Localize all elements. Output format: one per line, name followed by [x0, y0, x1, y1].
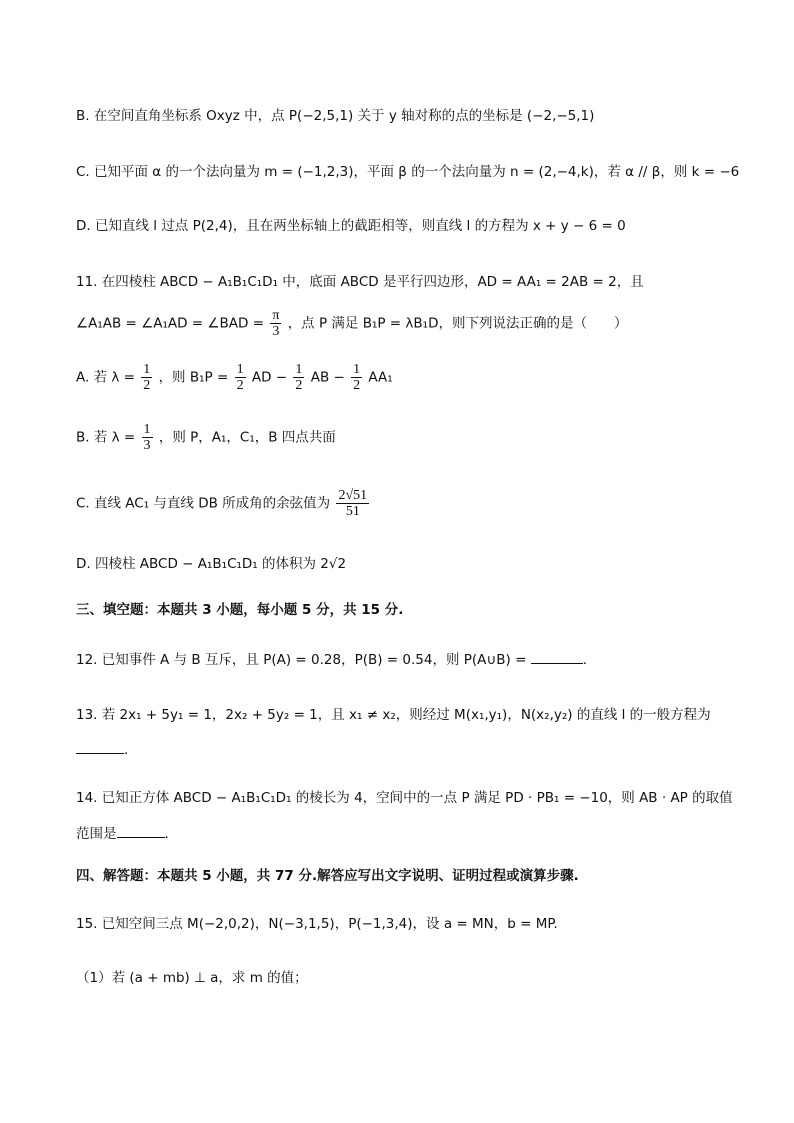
- term-ab: AB −: [310, 369, 345, 386]
- option-b-text: ，则 P，A₁，C₁，B 四点共面: [158, 429, 336, 446]
- option-a-vector-lhs: ，则 B₁P =: [158, 369, 229, 386]
- section-3-heading: 三、填空题：本题共 3 小题，每小题 5 分，共 15 分.: [76, 602, 404, 618]
- q11-option-b: [76, 422, 336, 453]
- fraction-denominator: 2: [143, 378, 151, 393]
- q12: 12. 已知事件 A 与 B 互斥，且 P(A) = 0.28，P(B) = 0.54，则 P(A∪B) = .: [76, 652, 588, 668]
- fraction-numerator: π: [272, 308, 280, 323]
- q13-period: .: [124, 742, 129, 758]
- fraction-denominator: 3: [272, 324, 280, 339]
- q11-option-a: [76, 362, 393, 393]
- fraction-denominator: 2: [295, 378, 303, 393]
- fraction-numerator: 1: [236, 362, 244, 377]
- lambda-fraction: [142, 422, 153, 453]
- q14-line2-text: 范围是: [76, 826, 117, 842]
- coef-fraction-2: [293, 362, 304, 393]
- answer-blank: [117, 825, 165, 838]
- fraction-denominator: 2: [236, 378, 244, 393]
- fraction-numerator: 2√51: [338, 488, 368, 503]
- fraction-numerator: 1: [143, 362, 151, 377]
- fraction-denominator: 3: [143, 438, 151, 453]
- fraction-denominator: 2: [353, 378, 361, 393]
- q11-condition: ，点 P 满足 B₁P = λB₁D，则下列说法正确的是（ ）: [287, 315, 628, 332]
- answer-blank: [76, 741, 124, 754]
- term-ad: AD −: [251, 369, 288, 386]
- q10-option-d: D. 已知直线 l 过点 P(2,4)，且在两坐标轴上的截距相等，则直线 l 的方程为 x + y − 6 = 0: [76, 218, 626, 234]
- q11-angles: ∠A₁AB = ∠A₁AD = ∠BAD =: [76, 315, 265, 332]
- q14-line2: 范围是 .: [76, 826, 169, 842]
- section-4-heading: 四、解答题：本题共 5 小题，共 77 分.解答应写出文字说明、证明过程或演算步骤.: [76, 868, 579, 884]
- pi-over-3-fraction: [270, 308, 281, 339]
- cosine-fraction: [336, 488, 369, 519]
- coef-fraction-1: [235, 362, 246, 393]
- option-b-prefix: B. 若 λ =: [76, 429, 136, 446]
- q14-line1: 14. 已知正方体 ABCD − A₁B₁C₁D₁ 的棱长为 4，空间中的一点 P 满足 PD · PB₁ = −10，则 AB · AP 的取值: [76, 790, 733, 806]
- fraction-denominator: 51: [345, 504, 360, 519]
- q10-option-b: B. 在空间直角坐标系 Oxyz 中，点 P(−2,5,1) 关于 y 轴对称的点的坐标是 (−2,−5,1): [76, 108, 595, 124]
- option-c-text: C. 直线 AC₁ 与直线 DB 所成角的余弦值为: [76, 495, 331, 512]
- q11-option-d: D. 四棱柱 ABCD − A₁B₁C₁D₁ 的体积为 2√2: [76, 556, 347, 572]
- q10-option-c: C. 已知平面 α 的一个法向量为 m = (−1,2,3)，平面 β 的一个法向量为 n = (2,−4,k)，若 α // β，则 k = −6: [76, 164, 740, 180]
- q15-part1: （1）若 (a + mb) ⊥ a，求 m 的值；: [76, 970, 308, 986]
- fraction-numerator: 1: [295, 362, 303, 377]
- q15-stem: 15. 已知空间三点 M(−2,0,2)，N(−3,1,5)，P(−1,3,4)，设 a = MN，b = MP.: [76, 916, 558, 932]
- fraction-numerator: 1: [353, 362, 361, 377]
- q13-line2: [76, 740, 128, 760]
- q13-line1: 13. 若 2x₁ + 5y₁ = 1，2x₂ + 5y₂ = 1，且 x₁ ≠ x₂，则经过 M(x₁,y₁)，N(x₂,y₂) 的直线 l 的一般方程为: [76, 707, 711, 723]
- term-aa1: AA₁: [368, 369, 393, 386]
- lambda-fraction: [141, 362, 152, 393]
- answer-blank: [531, 651, 583, 664]
- coef-fraction-3: [351, 362, 362, 393]
- q11-stem-line1: 11. 在四棱柱 ABCD − A₁B₁C₁D₁ 中，底面 ABCD 是平行四边形，AD = AA₁ = 2AB = 2，且: [76, 274, 644, 290]
- q11-stem-line2: [76, 308, 627, 339]
- q12-text: 12. 已知事件 A 与 B 互斥，且 P(A) = 0.28，P(B) = 0.54，则 P(A∪B) =: [76, 652, 527, 668]
- q11-option-c: [76, 488, 371, 519]
- option-a-prefix: A. 若 λ =: [76, 369, 135, 386]
- fraction-numerator: 1: [143, 422, 151, 437]
